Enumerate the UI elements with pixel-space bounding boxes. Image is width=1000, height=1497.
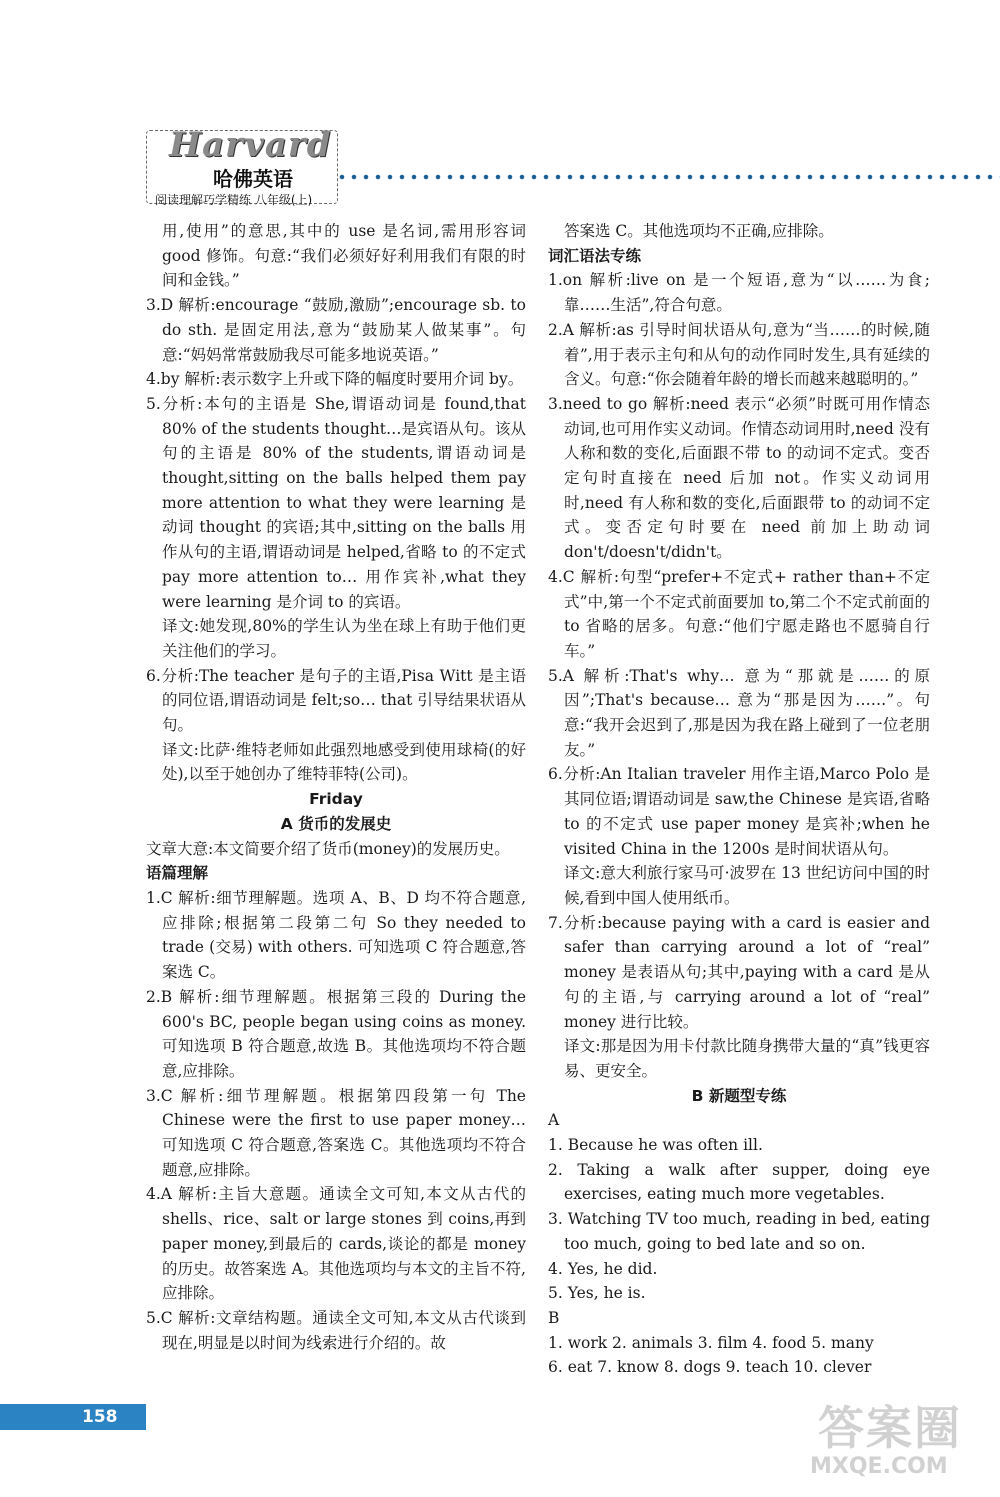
harvard-logo — [146, 125, 338, 207]
logo-subtitle: 哈佛英语 — [213, 167, 293, 191]
answer-paragraph: 1. work 2. animals 3. film 4. food 5. many — [548, 1333, 874, 1352]
page-number-tab — [0, 1404, 146, 1430]
answer-paragraph: 5.A 解析:That's why… 意为“那就是……的原因”;That's because… 意为“那是因为……”。句意:“我开会迟到了,那是因为我在路上碰到了一位老朋友。” — [548, 666, 930, 759]
answer-paragraph: 5. Yes, he is. — [548, 1284, 646, 1303]
answer-paragraph: 3.C 解析:细节理解题。根据第四段第一句 The Chinese were the first to use paper money…可知选项 C 符合题意,答案选 C。其他选项均不符合题意,应排除。 — [146, 1086, 526, 1179]
watermark-url: MXQE.COM — [810, 1454, 948, 1479]
book-series-label: 阅读理解巧学精练 八年级(上) — [155, 193, 313, 207]
answer-paragraph: 3. Watching TV too much, reading in bed, eating too much, going to bed late and so on. — [548, 1210, 930, 1253]
answer-paragraph: 5.C 解析:文章结构题。通读全文可知,本文从古代谈到现在,明显是以时间为线索进行介绍的。故 — [146, 1308, 526, 1352]
answer-paragraph: 文章大意:本文简要介绍了货币(money)的发展历史。 — [146, 839, 510, 858]
answer-paragraph: 3.D 解析:encourage “鼓励,激励”;encourage sb. to do sth. 是固定用法,意为“鼓励某人做某事”。句意:“妈妈常常鼓励我尽可能多地说英语。” — [146, 296, 526, 364]
answer-paragraph: 4.by 解析:表示数字上升或下降的幅度时要用介词 by。 — [146, 370, 524, 389]
answer-paragraph: 6.分析:An Italian traveler 用作主语,Marco Polo 是其同位语;谓语动词是 saw,the Chinese 是宾语,省略 to 的不定式 use paper money 是宾补;when he visited China in the 1200s 是时间状语从句。 — [548, 765, 930, 858]
answer-paragraph: 1.on 解析:live on 是一个短语,意为“以……为食;靠……生活”,符合句意。 — [548, 271, 930, 315]
answer-paragraph: 4.A 解析:主旨大意题。通读全文可知,本文从古代的 shells、rice、salt or large stones 到 coins,再到 paper money,到最后的 cards,谈论的都是 money的历史。故答案选 A。其他选项均与本文的主旨不符,应排除。 — [146, 1185, 526, 1303]
left-column — [146, 219, 526, 1355]
answer-paragraph: 4. Yes, he did. — [548, 1259, 658, 1278]
answer-paragraph: 5.分析:本句的主语是 She,谓语动词是 found,that 80% of the students thought…是宾语从句。该从句的主语是 80% of the students,谓语动词是 thought,sitting on the balls helped them pay more attention to what they were learning 是动词 thought 的宾语;其中,sitting on the balls 用作从句的主语,谓语动词是 helped,省略 to 的不定式 pay more attention to… 用作宾补,what they were learning 是介词 to 的宾语。 — [146, 394, 526, 611]
section-heading: A 货币的发展史 — [280, 814, 392, 833]
answer-paragraph: 2. Taking a walk after supper, doing eye exercises, eating much more vegetables. — [548, 1160, 930, 1204]
answer-paragraph: B — [548, 1308, 560, 1327]
right-column — [548, 219, 930, 1380]
answer-paragraph: 2.B 解析:细节理解题。根据第三段的 During the 600's BC, people began using coins as money. 可知选项 B 符合题意,故选 B。其他选项均不符合题意,应排除。 — [146, 987, 526, 1080]
answer-paragraph: A — [548, 1111, 560, 1130]
watermark-logo — [800, 1392, 995, 1492]
answer-paragraph: 译文:意大利旅行家马可·波罗在 13 世纪访问中国的时候,看到中国人使用纸币。 — [564, 864, 930, 907]
watermark-text: 答案圈 — [818, 1401, 962, 1455]
answer-paragraph: 1.C 解析:细节理解题。选项 A、B、D 均不符合题意,应排除;根据第二段第二句 So they needed to trade (交易) with others. 可知选项 C 符合题意,答案选 C。 — [146, 888, 526, 982]
answer-paragraph: 2.A 解析:as 引导时间状语从句,意为“当……的时候,随着”,用于表示主句和从句的动作同时发生,具有延续的含义。句意:“你会随着年龄的增长而越来越聪明的。” — [548, 320, 930, 389]
answer-paragraph: 译文:比萨·维特老师如此强烈地感受到使用球椅(的好处),以至于她创办了维特菲特(公司)。 — [162, 740, 526, 784]
answer-paragraph: 答案选 C。其他选项均不正确,应排除。 — [564, 222, 834, 240]
answer-paragraph: 7.分析:because paying with a card is easier and safer than carrying around a lot of “real” money 是表语从句;其中,paying with a card 是从句的主语,与 carrying around a lot of “real” money 进行比较。 — [548, 913, 930, 1031]
section-heading: B 新题型专练 — [691, 1086, 787, 1105]
answer-paragraph: 4.C 解析:句型“prefer+不定式+ rather than+不定式”中,第一个不定式前面要加 to,第二个不定式前面的 to 省略的居多。句意:“他们宁愿走路也不愿骑自行车。” — [548, 567, 930, 660]
logo-title: Harvard — [169, 125, 332, 165]
answer-paragraph: 译文:那是因为用卡付款比随身携带大量的“真”钱更容易、更安全。 — [564, 1037, 930, 1080]
answer-paragraph: 1. Because he was often ill. — [548, 1136, 763, 1155]
answer-paragraph: 译文:她发现,80%的学生认为坐在球上有助于他们更关注他们的学习。 — [162, 617, 526, 660]
dotted-rule — [336, 174, 1000, 180]
answer-paragraph: 3.need to go 解析:need 表示“必须”时既可用作情态动词,也可用作实义动词。作情态动词用时,need 没有人称和数的变化,后面跟不带 to 的动词不定式。变否定句时直接在 need 后加 not。作实义动词用时,need 有人称和数的变化,后面跟带 to 的动词不定式。变否定句时要在 need 前加上助动词 don't/doesn't/didn't。 — [548, 394, 930, 562]
answer-paragraph: 用,使用”的意思,其中的 use 是名词,需用形容词 good 修饰。句意:“我们必须好好利用我们有限的时间和金钱。” — [162, 222, 526, 290]
page-header — [138, 125, 1000, 210]
section-heading: 词汇语法专练 — [548, 246, 642, 265]
answer-paragraph: 6. eat 7. know 8. dogs 9. teach 10. clever — [548, 1358, 872, 1377]
section-heading: 语篇理解 — [146, 864, 209, 883]
section-heading: Friday — [309, 790, 363, 809]
answer-paragraph: 6.分析:The teacher 是句子的主语,Pisa Witt 是主语的同位语,谓语动词是 felt;so… that 引导结果状语从句。 — [146, 666, 526, 735]
page-number: 158 — [82, 1407, 118, 1427]
